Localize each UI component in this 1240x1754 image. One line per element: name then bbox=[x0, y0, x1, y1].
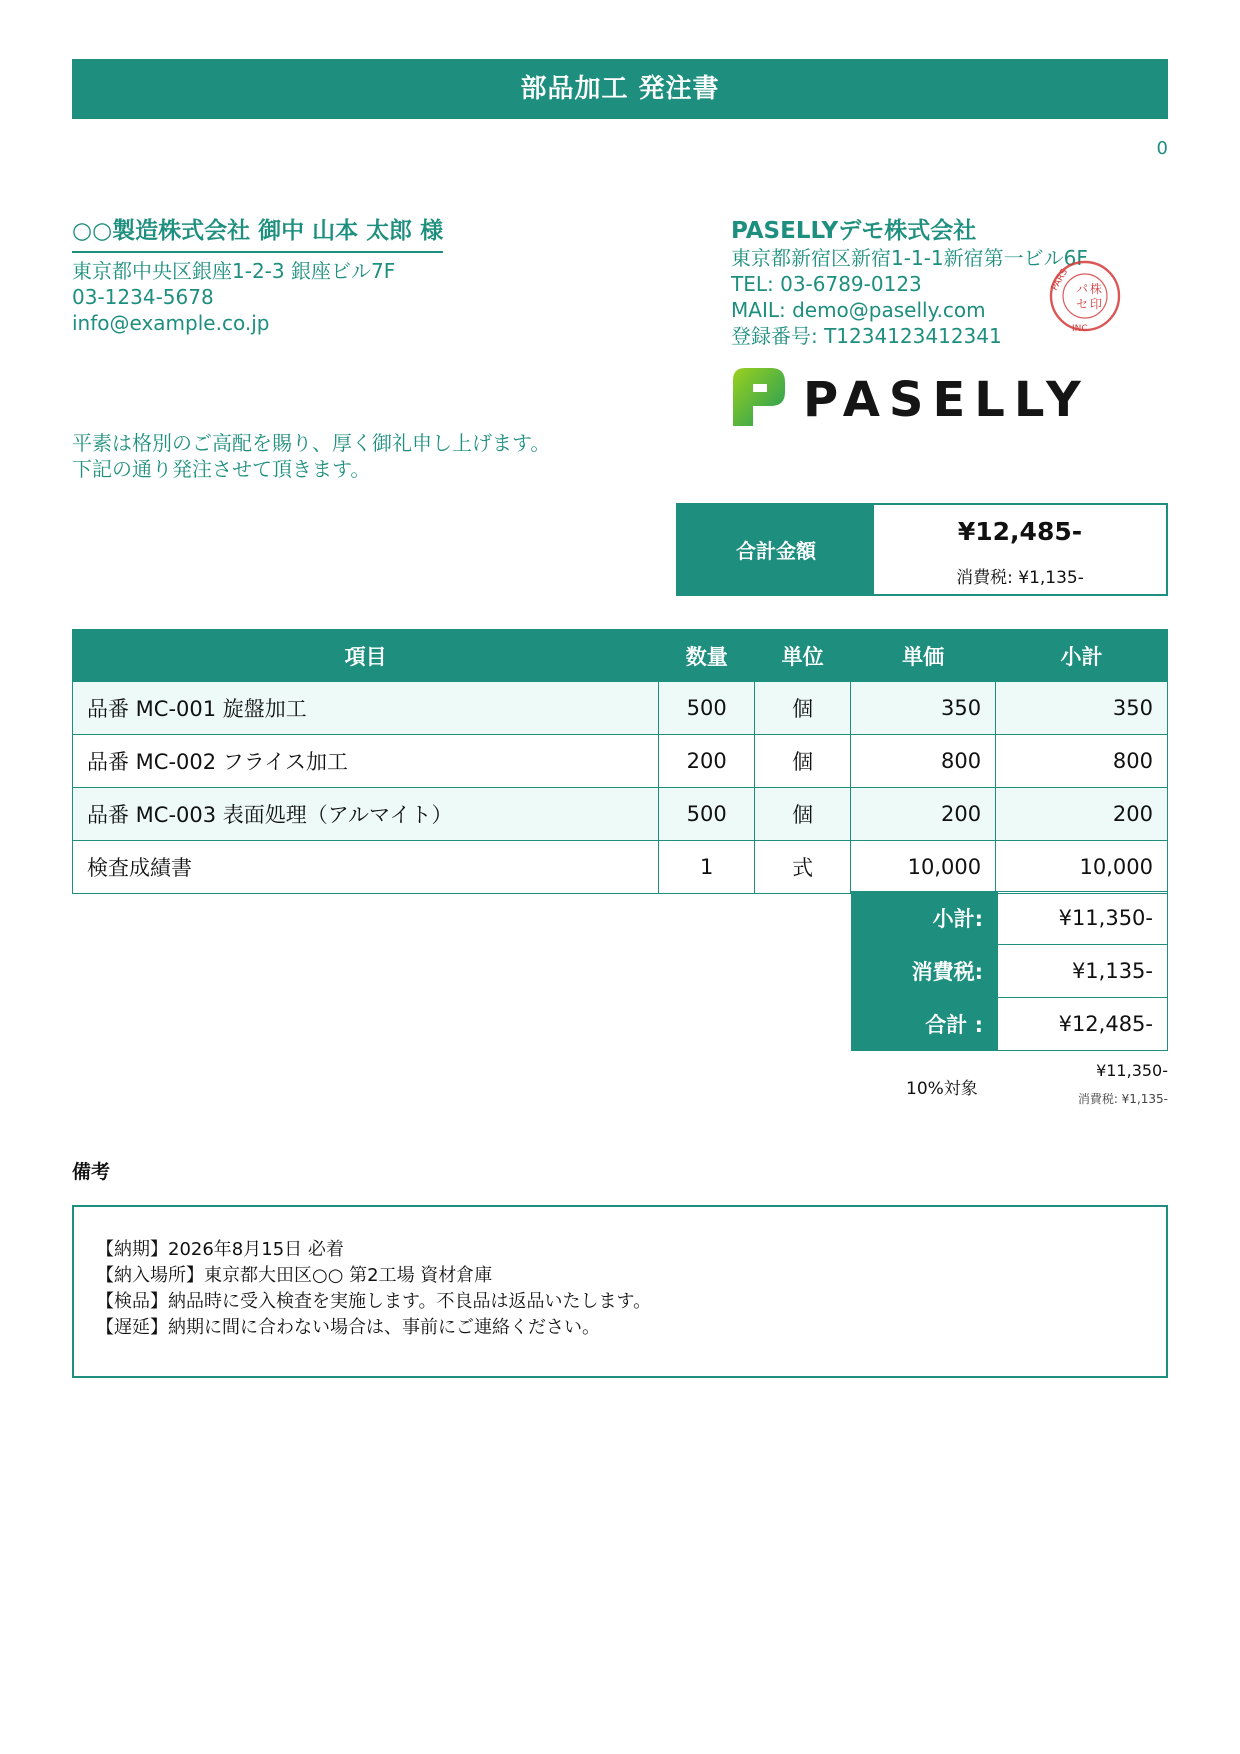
cell-item: 品番 MC-001 旋盤加工 bbox=[73, 682, 659, 735]
cell-subtotal: 10,000 bbox=[996, 841, 1168, 894]
svg-text:株: 株 bbox=[1090, 282, 1103, 296]
cell-subtotal: 200 bbox=[996, 788, 1168, 841]
summary-subtotal-label: 小計: bbox=[852, 892, 998, 945]
summary-row-tax bbox=[852, 945, 1168, 998]
logo-wordmark: PASELLY bbox=[803, 372, 1090, 428]
sender-tel: TEL: 03-6789-0123 bbox=[731, 272, 922, 296]
cell-unit: 式 bbox=[755, 841, 851, 894]
total-amount-value: ¥12,485- bbox=[957, 517, 1083, 546]
cell-unit: 個 bbox=[755, 682, 851, 735]
header-qty: 数量 bbox=[659, 630, 755, 682]
summary-tax-label: 消費税: bbox=[852, 945, 998, 998]
cell-qty: 500 bbox=[659, 682, 755, 735]
cell-qty: 500 bbox=[659, 788, 755, 841]
header-price: 単価 bbox=[851, 630, 996, 682]
svg-text:印: 印 bbox=[1090, 297, 1103, 311]
summary-row-subtotal bbox=[852, 892, 1168, 945]
notes-box bbox=[72, 1205, 1168, 1378]
sender-address: 東京都新宿区新宿1-1-1新宿第一ビル6F bbox=[731, 246, 1088, 270]
total-amount-label: 合計金額 bbox=[678, 505, 874, 594]
document-number: 0 bbox=[1156, 138, 1168, 159]
notes-title: 備考 bbox=[72, 1161, 111, 1183]
summary-row-total bbox=[852, 998, 1168, 1051]
cell-subtotal: 350 bbox=[996, 682, 1168, 735]
summary-total-label: 合計 : bbox=[852, 998, 998, 1051]
table-row bbox=[73, 735, 1168, 788]
cell-unit: 個 bbox=[755, 735, 851, 788]
header-item: 項目 bbox=[73, 630, 659, 682]
greeting-line-2: 下記の通り発注させて頂きます。 bbox=[72, 457, 371, 481]
note-line: 【納入場所】東京都大田区○○ 第2工場 資材倉庫 bbox=[96, 1265, 493, 1286]
recipient-address: 東京都中央区銀座1-2-3 銀座ビル7F bbox=[72, 259, 396, 283]
cell-item: 品番 MC-002 フライス加工 bbox=[73, 735, 659, 788]
tax-amount: 消費税: ¥1,135- bbox=[1077, 1092, 1168, 1106]
total-tax-value: 消費税: ¥1,135- bbox=[956, 568, 1084, 588]
tax-base-amount: ¥11,350- bbox=[1096, 1061, 1168, 1080]
summary-table bbox=[851, 891, 1168, 1051]
note-line: 【検品】納品時に受入検査を実施します。不良品は返品いたします。 bbox=[96, 1291, 652, 1312]
svg-text:セ: セ bbox=[1076, 297, 1089, 311]
cell-item: 検査成績書 bbox=[73, 841, 659, 894]
sender-mail: MAIL: demo@paselly.com bbox=[731, 298, 986, 322]
sender-name: PASELLYデモ株式会社 bbox=[731, 218, 977, 244]
recipient-name: ○○製造株式会社 御中 山本 太郎 様 bbox=[72, 212, 443, 253]
cell-unit: 個 bbox=[755, 788, 851, 841]
svg-text:INC.: INC. bbox=[1072, 324, 1091, 334]
table-row bbox=[73, 841, 1168, 894]
cell-price: 800 bbox=[851, 735, 996, 788]
table-row bbox=[73, 788, 1168, 841]
items-table bbox=[72, 629, 1168, 894]
summary-tax-value: ¥1,135- bbox=[998, 945, 1168, 998]
cell-qty: 200 bbox=[659, 735, 755, 788]
summary-total-value: ¥12,485- bbox=[998, 998, 1168, 1051]
paselly-logo bbox=[731, 366, 1090, 428]
header-subtotal: 小計 bbox=[996, 630, 1168, 682]
cell-qty: 1 bbox=[659, 841, 755, 894]
header-unit: 単位 bbox=[755, 630, 851, 682]
tax-rate-label: 10%対象 bbox=[906, 1079, 978, 1099]
cell-subtotal: 800 bbox=[996, 735, 1168, 788]
total-amount-box bbox=[676, 503, 1168, 596]
svg-text:パ: パ bbox=[1076, 282, 1089, 296]
sender-registration: 登録番号: T1234123412341 bbox=[731, 324, 1002, 348]
cell-price: 350 bbox=[851, 682, 996, 735]
note-line: 【納期】2026年8月15日 必着 bbox=[96, 1239, 344, 1260]
cell-price: 200 bbox=[851, 788, 996, 841]
svg-text:PARS: PARS bbox=[1049, 267, 1071, 293]
summary-subtotal-value: ¥11,350- bbox=[998, 892, 1168, 945]
recipient-phone: 03-1234-5678 bbox=[72, 285, 214, 309]
table-header-row bbox=[73, 630, 1168, 682]
cell-item: 品番 MC-003 表面処理（アルマイト） bbox=[73, 788, 659, 841]
greeting-line-1: 平素は格別のご高配を賜り、厚く御礼申し上げます。 bbox=[72, 431, 551, 455]
document-title: 部品加工 発注書 bbox=[72, 59, 1168, 119]
recipient-email: info@example.co.jp bbox=[72, 311, 270, 335]
note-line: 【遅延】納期に間に合わない場合は、事前にご連絡ください。 bbox=[96, 1317, 600, 1338]
company-seal-stamp bbox=[1048, 251, 1122, 341]
table-row bbox=[73, 682, 1168, 735]
cell-price: 10,000 bbox=[851, 841, 996, 894]
